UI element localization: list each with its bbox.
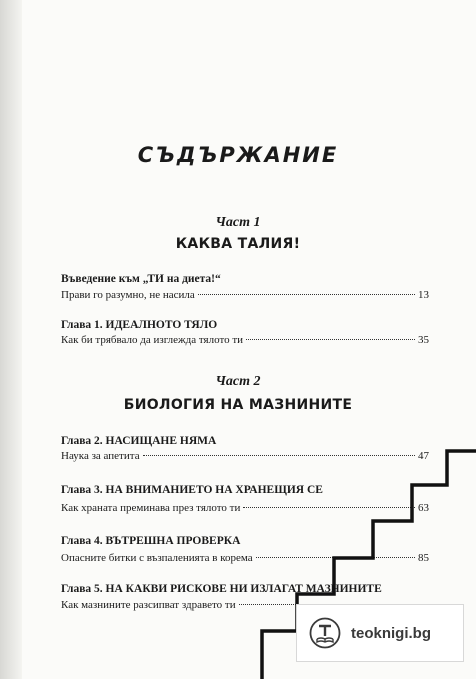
entry-title: Как би трябвало да изглежда тялото ти (61, 334, 244, 346)
dot-leader (256, 556, 415, 558)
dot-leader (198, 293, 415, 295)
watermark-logo[interactable] (296, 604, 464, 662)
site-name: teoknigi.bg (351, 624, 431, 642)
toc-entry[interactable] (61, 450, 429, 462)
chapter-heading: Глава 1. ИДЕАЛНОТО ТЯЛО (61, 319, 218, 331)
toc-entry[interactable] (61, 552, 429, 564)
dot-leader (143, 454, 415, 456)
entry-title: Наука за апетита (61, 450, 140, 462)
entry-page-number: 63 (418, 502, 429, 514)
toc-entry[interactable] (61, 289, 429, 301)
part-2-title: БИОЛОГИЯ НА МАЗНИНИТЕ (123, 397, 353, 413)
part-1-title: КАКВА ТАЛИЯ! (175, 236, 301, 252)
chapter-heading: Глава 4. ВЪТРЕШНА ПРОВЕРКА (61, 535, 241, 547)
book-letter-t-icon (309, 617, 341, 649)
part-1-label: Част 1 (215, 215, 261, 230)
chapter-heading: Глава 2. НАСИЩАНЕ НЯМА (61, 435, 217, 447)
dot-leader (246, 338, 415, 340)
page-gutter-shadow (0, 0, 22, 679)
entry-title: Прави го разумно, не насила (61, 289, 195, 301)
entry-title: Как храната преминава през тялото ти (61, 502, 241, 514)
toc-entry[interactable] (61, 334, 429, 346)
page-title: СЪДЪРЖАНИЕ (137, 143, 339, 167)
dot-leader (243, 506, 415, 508)
entry-page-number: 13 (418, 289, 429, 301)
entry-title: Опасните битки с възпаленията в корема (61, 552, 253, 564)
entry-page-number: 47 (418, 450, 429, 462)
entry-page-number: 35 (418, 334, 429, 346)
part-2-label: Част 2 (215, 374, 261, 389)
entry-title: Как мазнините разсипват здравето ти (61, 599, 236, 611)
chapter-heading: Глава 3. НА ВНИМАНИЕТО НА ХРАНЕЩИЯ СЕ (61, 484, 323, 496)
entry-page-number: 85 (418, 552, 429, 564)
chapter-heading: Въведение към „ТИ на диета!“ (61, 273, 221, 285)
toc-entry[interactable] (61, 502, 429, 514)
chapter-heading: Глава 5. НА КАКВИ РИСКОВЕ НИ ИЗЛАГАТ МАЗНИНИТЕ (61, 583, 382, 595)
